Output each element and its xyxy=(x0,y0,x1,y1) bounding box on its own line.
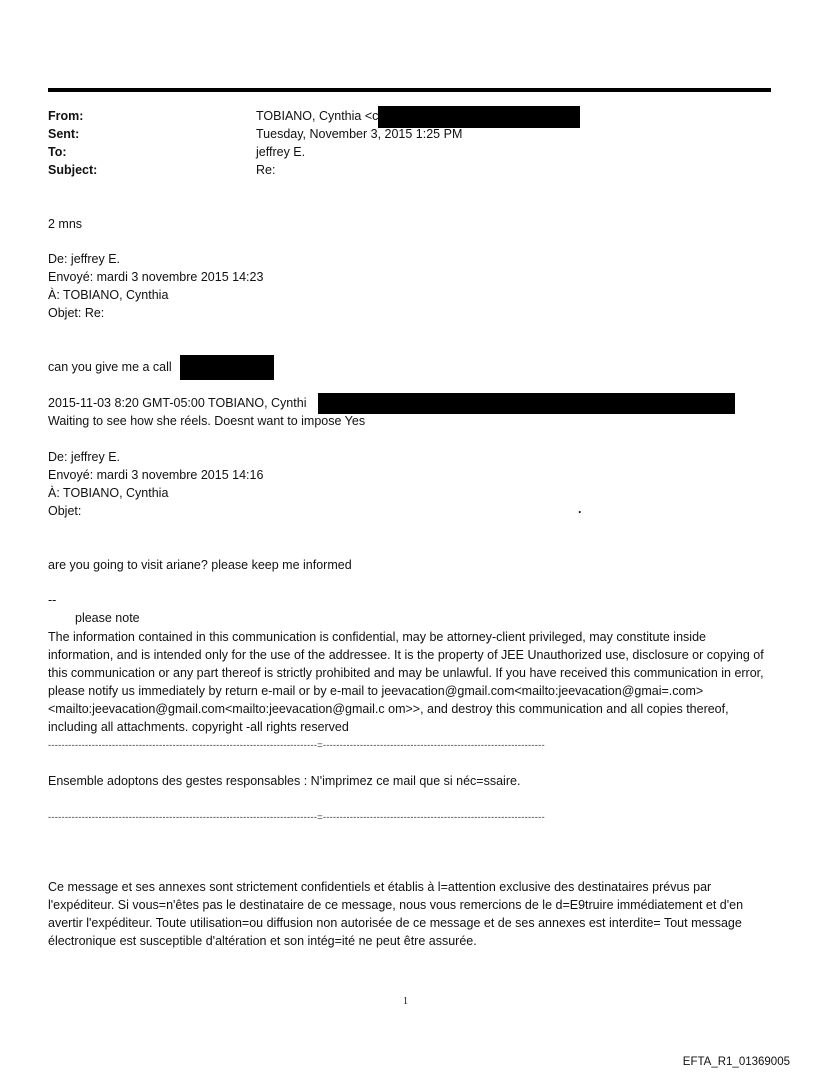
to-label: To: xyxy=(48,145,67,159)
french-disclaimer: Ce message et ses annexes sont strictement confidentiels et établis à l=attention exclusive des destinataires prévus par l'expéditeur. Si vous=n'êtes pas le destinataire de ce message, nous vous remercions de le d=E9truire immédiatement et d'en avertir l'expéditeur. Toute utilisation=ou diffusion non autorisée de ce message et de ses annexes est interdite= Tout message électronique est susceptible d'altération et son intég=ité ne peut être assurée. xyxy=(48,880,744,948)
dash-line-1: --------------------------------------------------------------------------------=------------------------------------------------------------------ xyxy=(48,740,545,751)
from-label: From: xyxy=(48,109,84,123)
signature-separator: -- xyxy=(48,593,57,607)
reply-text: 2 mns xyxy=(48,217,83,231)
quote2-subject: Objet: xyxy=(48,504,82,518)
please-note-text: please note xyxy=(75,611,140,625)
redaction-quote-email xyxy=(318,393,735,414)
subject-label: Subject: xyxy=(48,163,98,177)
header-rule xyxy=(48,88,771,92)
quote1-to: À: TOBIANO, Cynthia xyxy=(48,288,169,302)
subject-value: Re: xyxy=(256,163,276,177)
waiting-text: Waiting to see how she réels. Doesnt want to impose Yes xyxy=(48,414,366,428)
confidentiality-disclaimer: The information contained in this communication is confidential, may be attorney-client privileged, may constitute inside information, and is intended only for the use of the addressee. It is the property of JEE Unauthorized use, disclosure or copying of this communication or any part thereof is strictly prohibited and may be unlawful. If you have received this communication in error, please notify us immediately by return e-mail or by e-mail to jeevacation@gmail.com<mailto:jeevacation@gmai=.com><mailto:jeevacation@gmail.com<mailto:jeevacation@gmail.c om>>, and destroy this communication and all copies thereof, including all attachments. copyright -all rights reserved xyxy=(48,630,764,734)
ariane-text: are you going to visit ariane? please keep me informed xyxy=(48,558,352,572)
sent-value: Tuesday, November 3, 2015 1:25 PM xyxy=(256,127,463,141)
quote1-sent: Envoyé: mardi 3 novembre 2015 14:23 xyxy=(48,270,264,284)
quote2-from: De: jeffrey E. xyxy=(48,450,121,464)
call-request-text: can you give me a call xyxy=(48,360,172,374)
page-number: 1 xyxy=(403,996,408,1007)
quote1-from: De: jeffrey E. xyxy=(48,252,121,266)
quote2-to: À: TOBIANO, Cynthia xyxy=(48,486,169,500)
redaction-from-email xyxy=(378,106,580,128)
redaction-phone xyxy=(180,355,274,380)
ensemble-text: Ensemble adoptons des gestes responsables : N'imprimez ce mail que si néc=ssaire. xyxy=(48,774,521,788)
quote2-sent: Envoyé: mardi 3 novembre 2015 14:16 xyxy=(48,468,264,482)
quote1-subject: Objet: Re: xyxy=(48,306,105,320)
from-value: TOBIANO, Cynthia <c xyxy=(256,109,379,123)
sent-label: Sent: xyxy=(48,127,80,141)
quote-attribution: 2015-11-03 8:20 GMT-05:00 TOBIANO, Cynthi xyxy=(48,396,307,410)
to-value: jeffrey E. xyxy=(256,145,306,159)
bates-stamp: EFTA_R1_01369005 xyxy=(682,1056,790,1068)
stray-dot: . xyxy=(578,502,582,516)
dash-line-2: --------------------------------------------------------------------------------=------------------------------------------------------------------ xyxy=(48,812,545,823)
